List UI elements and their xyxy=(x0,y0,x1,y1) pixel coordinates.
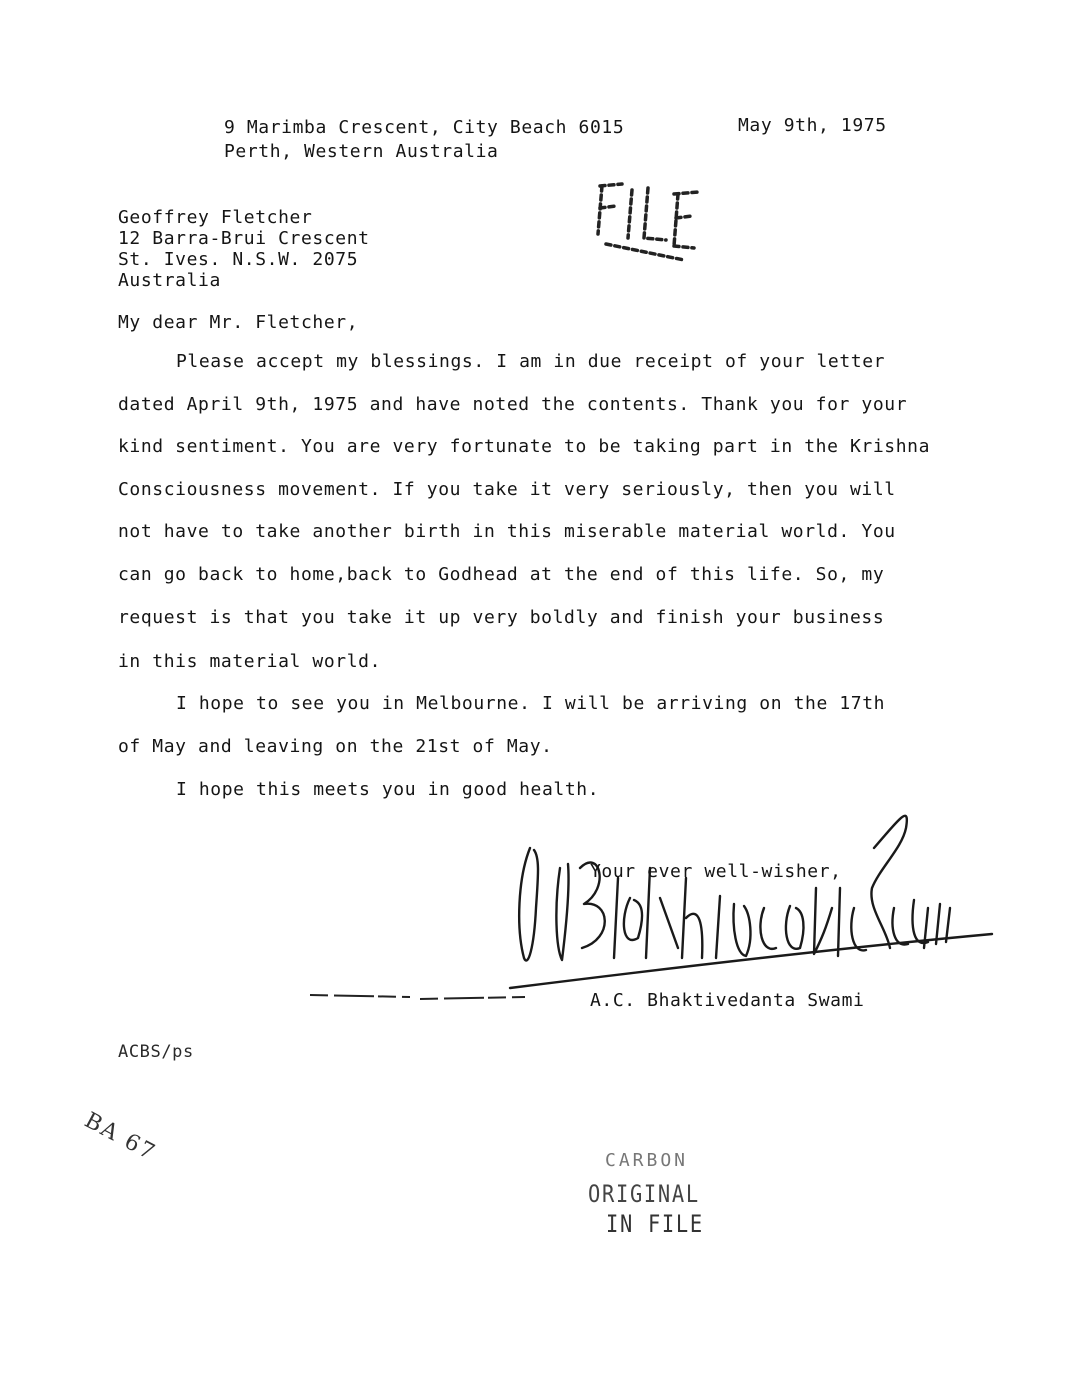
body-line: Please accept my blessings. I am in due receipt of your letter xyxy=(176,351,886,372)
body-line: kind sentiment. You are very fortunate to be taking part in the Krishna xyxy=(118,436,931,457)
body-line: I hope to see you in Melbourne. I will be arriving on the 17th xyxy=(176,693,886,714)
reference-initials: ACBS/ps xyxy=(118,1042,194,1062)
typed-signature: A.C. Bhaktivedanta Swami xyxy=(590,990,865,1011)
file-stamp xyxy=(588,176,708,266)
signature-underline xyxy=(310,985,550,1005)
salutation: My dear Mr. Fletcher, xyxy=(118,312,359,333)
body-line: request is that you take it up very boldly and finish your business xyxy=(118,607,885,628)
recipient-city: St. Ives. N.S.W. 2075 xyxy=(118,249,359,270)
body-line: dated April 9th, 1975 and have noted the contents. Thank you for your xyxy=(118,394,908,415)
body-line: in this material world. xyxy=(118,651,382,672)
body-line: Consciousness movement. If you take it very seriously, then you will xyxy=(118,479,896,500)
letter-date: May 9th, 1975 xyxy=(738,115,887,136)
body-line: I hope this meets you in good health. xyxy=(176,779,600,800)
handwritten-signature xyxy=(510,808,990,998)
file-stamp-icon xyxy=(588,176,708,266)
closing: Your ever well-wisher, xyxy=(590,861,842,882)
copy-stamp-line3: IN FILE xyxy=(606,1210,704,1238)
recipient-country: Australia xyxy=(118,270,221,291)
body-line: of May and leaving on the 21st of May. xyxy=(118,736,553,757)
sender-address-line2: Perth, Western Australia xyxy=(224,141,499,162)
sender-address-line1: 9 Marimba Crescent, City Beach 6015 xyxy=(224,117,625,138)
corner-note: BA 67 xyxy=(80,1108,161,1167)
body-line: can go back to home,back to Godhead at the end of this life. So, my xyxy=(118,564,885,585)
recipient-street: 12 Barra-Brui Crescent xyxy=(118,228,370,249)
copy-stamp-line2: ORIGINAL xyxy=(588,1180,700,1208)
body-line: not have to take another birth in this miserable material world. You xyxy=(118,521,896,542)
copy-stamp-line1: CARBON xyxy=(605,1150,689,1171)
recipient-name: Geoffrey Fletcher xyxy=(118,207,313,228)
